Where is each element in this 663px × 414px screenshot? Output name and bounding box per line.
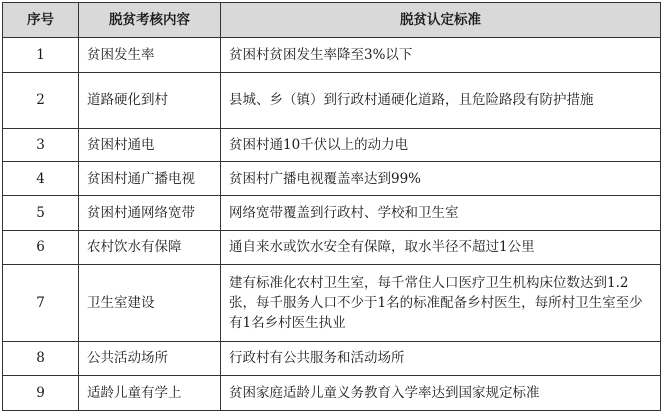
row-number: 4: [3, 162, 79, 196]
row-number: 5: [3, 195, 79, 230]
row-standard: 网络宽带覆盖到行政村、学校和卫生室: [221, 195, 661, 230]
row-standard: 县城、乡（镇）到行政村通硬化道路，且危险路段有防护措施: [221, 72, 661, 128]
table-row: [3, 230, 661, 265]
header-serial-number: 序号: [3, 3, 79, 38]
poverty-criteria-table: [2, 2, 661, 411]
row-number: 6: [3, 230, 79, 265]
header-certification-standard: 脱贫认定标准: [221, 3, 661, 38]
table-header-row: [3, 3, 661, 38]
row-standard: 行政村有公共服务和活动场所: [221, 341, 661, 376]
row-number: 8: [3, 341, 79, 376]
row-assessment-item: 适龄儿童有学上: [79, 376, 221, 411]
row-standard: 贫困村贫困发生率降至3%以下: [221, 38, 661, 73]
row-number: 2: [3, 72, 79, 128]
table-row: [3, 195, 661, 230]
table-row: [3, 72, 661, 128]
row-number: 9: [3, 376, 79, 411]
row-number: 3: [3, 128, 79, 162]
row-assessment-item: 贫困村通广播电视: [79, 162, 221, 196]
row-assessment-item: 公共活动场所: [79, 341, 221, 376]
header-assessment-item: 脱贫考核内容: [79, 3, 221, 38]
row-assessment-item: 道路硬化到村: [79, 72, 221, 128]
row-standard: 建有标准化农村卫生室，每千常住人口医疗卫生机构床位数达到1.2张，每千服务人口不少于1名的标准配备乡村医生，每所村卫生室至少有1名乡村医生执业: [221, 265, 661, 341]
table-row: [3, 376, 661, 411]
row-assessment-item: 卫生室建设: [79, 265, 221, 341]
row-assessment-item: 贫困村通网络宽带: [79, 195, 221, 230]
row-standard: 贫困家庭适龄儿童义务教育入学率达到国家规定标准: [221, 376, 661, 411]
row-standard: 贫困村通10千伏以上的动力电: [221, 128, 661, 162]
row-assessment-item: 贫困发生率: [79, 38, 221, 73]
table-row: [3, 162, 661, 196]
row-number: 1: [3, 38, 79, 73]
row-standard: 通自来水或饮水安全有保障，取水半径不超过1公里: [221, 230, 661, 265]
table-row: [3, 38, 661, 73]
table-row: [3, 341, 661, 376]
table-row: [3, 128, 661, 162]
table-row: [3, 265, 661, 341]
row-standard: 贫困村广播电视覆盖率达到99%: [221, 162, 661, 196]
row-assessment-item: 贫困村通电: [79, 128, 221, 162]
row-number: 7: [3, 265, 79, 341]
row-assessment-item: 农村饮水有保障: [79, 230, 221, 265]
